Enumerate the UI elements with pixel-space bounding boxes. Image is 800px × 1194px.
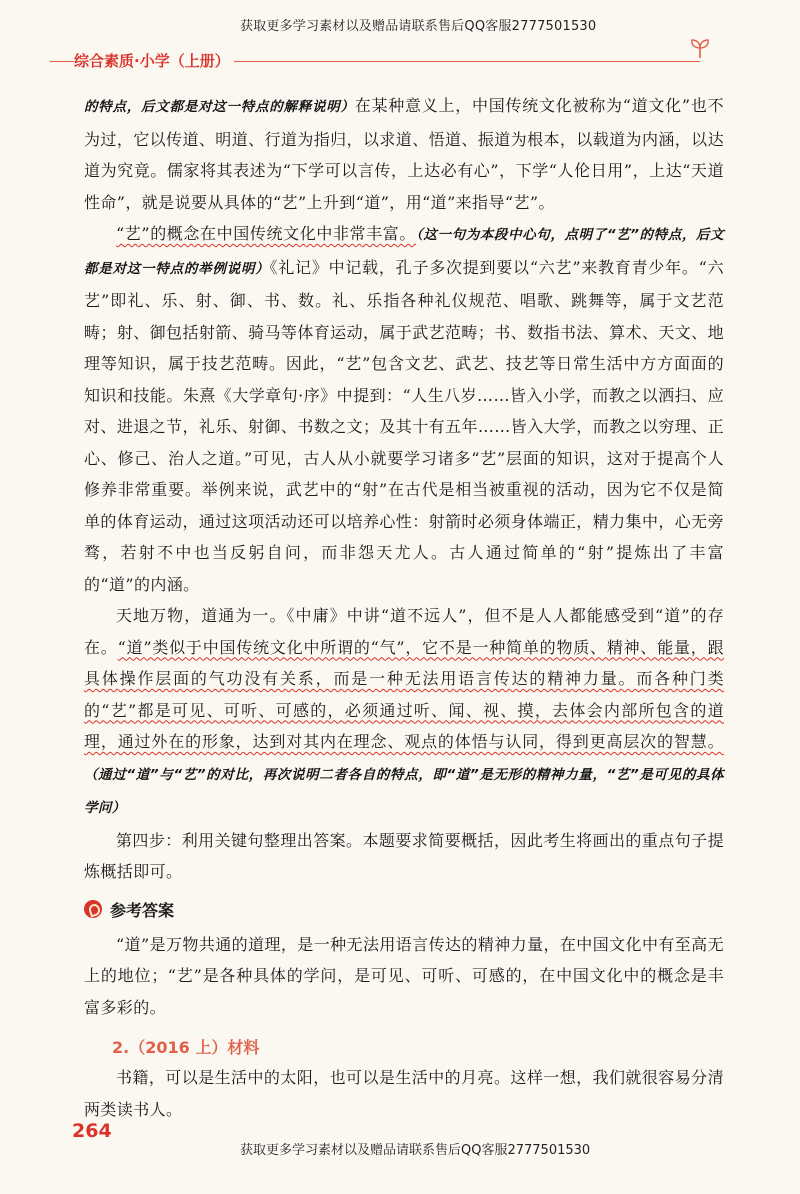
section-title: 2.（2016 上）材料: [112, 1038, 260, 1057]
page-number: 264: [72, 1120, 112, 1142]
paragraph-2: [84, 218, 724, 600]
page-header: [0, 30, 800, 80]
section-text: 书籍，可以是生活中的太阳，也可以是生活中的月亮。这样一想，我们就很容易分清两类读书人。: [84, 1068, 724, 1119]
answer-badge-icon: [84, 900, 102, 918]
annotation-note: （通过“道”与“艺”的对比，再次说明二者各自的特点，即“道”是无形的精神力量，“艺”是可见的具体学问）: [84, 766, 724, 816]
watermark-bottom: 获取更多学习素材以及赠品请联系售后QQ客服2777501530: [240, 1143, 591, 1158]
page-body: [84, 90, 724, 1125]
paragraph-text: 天地万物，道通为一。《中庸》中讲“道不远人”，但不是人人都能感受到“道”的存在。: [84, 606, 724, 657]
paragraph-1: [84, 90, 724, 218]
answer-heading: [84, 898, 724, 921]
key-sentence: “艺”的概念在中国传统文化中非常丰富。: [116, 224, 416, 243]
paragraph-4: 第四步：利用关键句整理出答案。本题要求简要概括，因此考生将画出的重点句子提炼概括即可。: [84, 830, 724, 881]
annotation-note: 的特点，后文都是对这一特点的解释说明）: [84, 99, 355, 115]
annotation-note: （这一句为本段中心句，点明了“艺”的特点，后文都是对这一特点的举例说明）: [84, 227, 725, 277]
book-title: 综合素质·小学（上册）: [74, 50, 234, 71]
answer-text: “道”是万物共通的道理，是一种无法用语言传达的精神力量，在中国文化中有至高无上的地位；“艺”是各种具体的学问，是可见、可听、可感的，在中国文化中的概念是丰富多彩的。: [84, 934, 724, 1017]
paragraph-text: 《礼记》中记载，孔子多次提到要以“六艺”来教育青少年。“六艺”即礼、乐、射、御、书、数。礼、乐指各种礼仪规范、唱歌、跳舞等，属于文艺范畴；射、御包括射箭、骑马等体育运动，属于武艺范畴；书、数指书法、算术、天文、地理等知识，属于技艺范畴。因此，“艺”包含文艺、武艺、技艺等日常生活中方方面面的知识和技能。朱熹《大学章句·序》中提到：“人生八岁……皆入小学，而教之以洒扫、应对、进退之节，礼乐、射御、书数之文；及其十有五年……皆入大学，而教之以穷理、正心、修己、治人之道。”可见，古人从小就要学习诸多“艺”层面的知识，这对于提高个人修养非常重要。举例来说，武艺中的“射”在古代是相当被重视的活动，因为它不仅是简单的体育运动，通过这项活动还可以培养心性：射箭时必须身体端正，精力集中，心无旁骛，若射不中也当反躬自问，而非怨天尤人。古人通过简单的“射”提炼出了丰富的“道”的内涵。: [84, 257, 725, 594]
paragraph-3: [84, 600, 724, 825]
answer-heading-label: 参考答案: [110, 900, 175, 920]
key-sentence: “道”类似于中国传统文化中所谓的“气”，它不是一种简单的物质、精神、能量，跟具体操作层面的气功没有关系，而是一种无法用语言传达的精神力量。而各种门类的“艺”都是可见、可听、可感的，必须通过听、闻、视、摸，去体会内部所包含的道理，通过外在的形象，达到对其内在理念、观点的体悟与认同，得到更高层次的智慧。: [84, 637, 724, 751]
sprout-icon: [688, 36, 712, 60]
paragraph-text: 在某种意义上，中国传统文化被称为“道文化”也不为过，它以传道、明道、行道为指归，以求道、悟道、振道为根本，以载道为内涵，以达道为究竟。儒家将其表述为“下学可以言传，上达必有心”，下学“人伦日用”，上达“天道性命”，就是说要从具体的“艺”上升到“道”，用“道”来指导“艺”。: [84, 96, 724, 212]
watermark-top: 获取更多学习素材以及赠品请联系售后QQ客服2777501530: [240, 19, 597, 34]
